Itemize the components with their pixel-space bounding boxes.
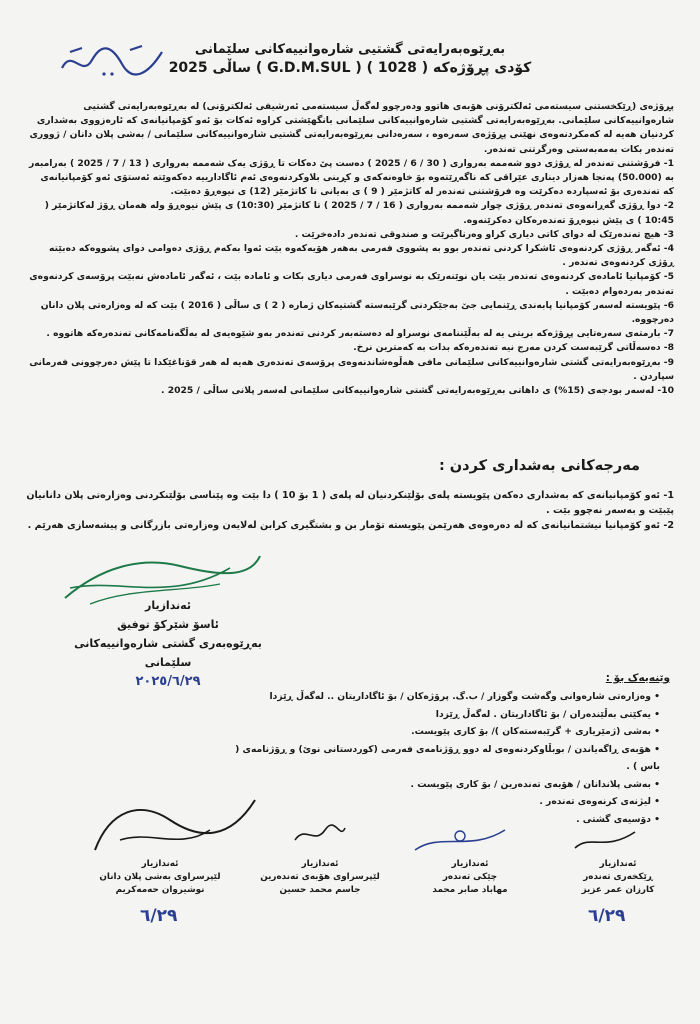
cc-list — [220, 688, 660, 828]
signature-date-planning: ٦/٢٩ — [140, 906, 178, 926]
signature-name: جاسم محمد حسین — [279, 885, 361, 895]
cc-item: • بەشی پلاندانان / هۆبەی تەندەرین / بۆ کاری پێویست . — [220, 776, 660, 794]
document-header — [0, 40, 700, 78]
cc-item: • یەکێتی بەڵێندەران / بۆ ئاگاداریتان . لەگەڵ ڕێزدا — [220, 706, 660, 724]
cc-item: • هۆبەی ڕاگەیاندن / بوبڵاوکردنەوەی لە دوو ڕۆژنامەی فەرمی (کوردستانی نوێ) و ڕۆژنامەی ( باس ) . — [220, 741, 660, 776]
tender-item: 1- فرۆشتنی تەندەر لە ڕۆژی دوو شەممە بەرواری ( 30 / 6 / 2025 ) دەست پێ دەکات تا ڕۆژی یەک شەممە بەرواری ( 13 / 7 / 2025 ) بەرامبەر بە (50.000) پەنجا هەزار دیناری عێراقی کە ناگەڕێتەوە بۆ خاوەنەکەی و کڕینی بلاوکردنەوەی ئەم ئاگادارییە دەکەوێتە ئەستۆی ئەو کۆمپانیانەی کە تەندەری بۆ ئەسپاردە دەکرێت وە فرۆشتنی تەندەر لە کاتژمێر ( 9 ) ی بەیانی تا کاتژمێر (12) ی نیوەڕۆ دەبێت. — [28, 157, 674, 198]
tender-item: 9- بەڕێوەبەرایەتی گشتی شارەوانییەکانی سلێمانی مافی هەڵوەشاندنەوەی پرۆسەی تەندەری هەیە لە هەر قۆناغێکدا تا پێش دەرچوونی فەرمانی سپاردن . — [29, 356, 674, 382]
main-signatory-role: ئەندازیار — [145, 599, 191, 612]
cc-title: وێنەیەک بۆ : — [605, 672, 670, 684]
signature-scribble-4 — [570, 826, 640, 856]
signature-role: ئەندازیار — [141, 859, 179, 869]
signature-position: لێپرسراوی بەشی پلان دانان — [99, 872, 221, 882]
tender-item: 10- لەسەر بودجەی (15%) ی داهاتی بەڕێوەبەرایەتی گشتی شارەوانییەکانی سلێمانی لەسەر پلانی ساڵی / 2025 . — [161, 385, 674, 397]
signature-scribble-3 — [410, 822, 510, 858]
cc-item: • دۆسیەی گشتی . — [220, 811, 660, 829]
signature-position: لێپرسراوی هۆبەی تەندەرین — [260, 872, 380, 882]
main-signatory-date: ٢٠٢٥/٦/٢٩ — [135, 674, 201, 689]
main-signatory-title: بەڕێوەبەری گشتی شارەوانییەکانی سلێمانی — [74, 637, 262, 669]
main-signatory-name: ئاسۆ شێرکۆ توفیق — [117, 618, 219, 631]
signature-position: چێکی تەندەر — [442, 872, 498, 882]
signature-scribble-1 — [90, 790, 260, 860]
signature-role: ئەندازیار — [599, 859, 637, 869]
signature-position: ڕێکخەری تەندەر — [583, 872, 653, 882]
conditions-list — [26, 488, 674, 533]
cc-item: • لیژنەی کرنەوەی تەندەر . — [220, 793, 660, 811]
signature-date-organizer: ٦/٢٩ — [588, 906, 626, 926]
signature-block-tender-organizer — [548, 858, 688, 897]
main-signatory — [58, 596, 278, 691]
cc-item: • وەزارەتی شارەوانی وگەشت وگوزار / ب.گ. پرۆژەکان / بۆ ئاگاداریتان .. لەگەڵ ڕێزدا — [220, 688, 660, 706]
tender-item: 2- دوا ڕۆژی گەڕانەوەی تەندەر ڕۆژی چوار شەممە بەرواری ( 16 / 7 / 2025 ) تا کاتژمێر (10:30) ی پێش نیوەڕۆ وله هەمان ڕۆژ لەکاتژمێر ( 10:45 ) ی پێش نیوەڕۆ تەندەرەکان دەکرێنەوە. — [44, 200, 674, 226]
header-project-code: کۆدی پڕۆژەکە ( 1028 ) ( G.D.M.SUL ) ساڵی 2025 — [168, 60, 532, 76]
cc-item: • بەشی (ژمێریاری + گرێبەستەکان )/ بۆ کاری پێویست. — [220, 723, 660, 741]
signature-block-planning — [90, 858, 230, 897]
condition-item: 1- ئەو کۆمپانیانەی کە بەشداری دەکەن پێویستە پلەی بۆلێنکردنیان لە پلەی ( 1 بۆ 10 ) دا بێت وە پێناسی بۆلێنکردنی وەزارەتی پلان دانانیان پێبێت و بەسەر نەچوو بێت . — [26, 490, 674, 516]
tender-item: 7- بارمتەی سەرەتایی پڕۆژەکە بریتی یە لە بەڵێننامەی نوسراو لە دەستەبەر کردنی تەندەر بەو شێوەیەی لە بەڵگەنامەکانی تەندەرەکە هاتووە . — [46, 328, 674, 340]
tender-item: 6- پێویستە لەسەر کۆمپانیا پابەندی ڕێنمایی جێ بەجێکردنی گرێبەستە گشتیەکان ژمارە ( 2 ) ی ساڵی ( 2016 ) بێت کە لە وەزارەتی پلان دانان دەرچووە. — [40, 299, 674, 326]
signature-role: ئەندازیار — [451, 859, 489, 869]
signature-block-tender-unit — [250, 858, 390, 897]
signature-scribble-2 — [290, 820, 350, 850]
signature-role: ئەندازیار — [301, 859, 339, 869]
conditions-title: مەرجەکانی بەشداری کردن : — [438, 458, 640, 474]
header-org: بەڕێوەبەرایەتی گشتیی شارەوانییەکانی سلێمانی — [194, 42, 506, 57]
condition-item: 2- ئەو کۆمپانیا نیشتمانیانەی کە لە دەرەوەی هەرێمن پێویستە تۆمار بن و بشتگیری کرابن لەلایەن وەزارەتی بازرگانی و پیشەسازی هەرێم . — [27, 520, 674, 531]
tender-item: 4- ئەگەر ڕۆژی کردنەوەی ئاشکرا کردنی تەندەر بوو بە پشووی فەرمی بەهەر هۆیەکەوە بێت ئەوا بەکەم ڕۆژی دەوامی دوای پشووەکە دەبێتە ڕۆژی کردنەوەی تەندەر . — [49, 243, 674, 269]
signature-name: کارزان عمر عزیز — [581, 885, 655, 895]
signature-name: نوشیروان حەمەکریم — [115, 885, 205, 895]
tender-item: 8- دەسەڵاتی گرێبەست کردن مەرج نیە تەندەرەکە بدات بە کەمترین نرخ. — [353, 342, 674, 354]
tender-item: 3- هیچ تەندەرێک لە دوای کاتی دیاری کراو وەرناگیرێت و صندوقی تەندەر داده‌خرێت . — [294, 228, 674, 240]
intro-paragraph: پڕۆژەی (ڕێکخستنی سیستەمی ئەلکترۆنی هۆبەی هاتوو ودەرچوو لەگەڵ سیستەمی ئەرشیفی ئەلکترۆنی) لە بەڕێوەبەرایەتی گشتیی شارەوانییەکانی سلێمانی. بەڕێوەبەرایەتی گشتیی شارەوانییەکانی سلێمانی بانگهێشتی کراوە ئەکات بۆ ئەو کۆمپانیانەی کە ئارەزووی بەشداری کردنیان هەیە لە کەمکردنەوەی نهێنی پڕۆژەی سەرەوە ، سەرەدانی بەڕێوەبەرایەتی گشتیی شارەوانییەکانی سلێمانی / بەشی پلان دانان / ژووری تەندەر بکات بەمەبەستی وەرگرتنی تەندەر. — [29, 101, 674, 155]
tender-item: 5- کۆمپانیا ئامادەی کردنەوەی تەندەر بێت یان نوێنەرێک بە نوسراوی فەرمی دیاری بکات و ئامادە بێت ، ئەگەر ئامادەش نەبێت پرۆسەی کردنەوەی تەندەر بەردەوام دەبێت . — [29, 271, 674, 297]
signature-name: مهاباد صابر محمد — [432, 885, 508, 895]
tender-body — [28, 100, 674, 398]
signature-block-tender-check — [400, 858, 540, 897]
